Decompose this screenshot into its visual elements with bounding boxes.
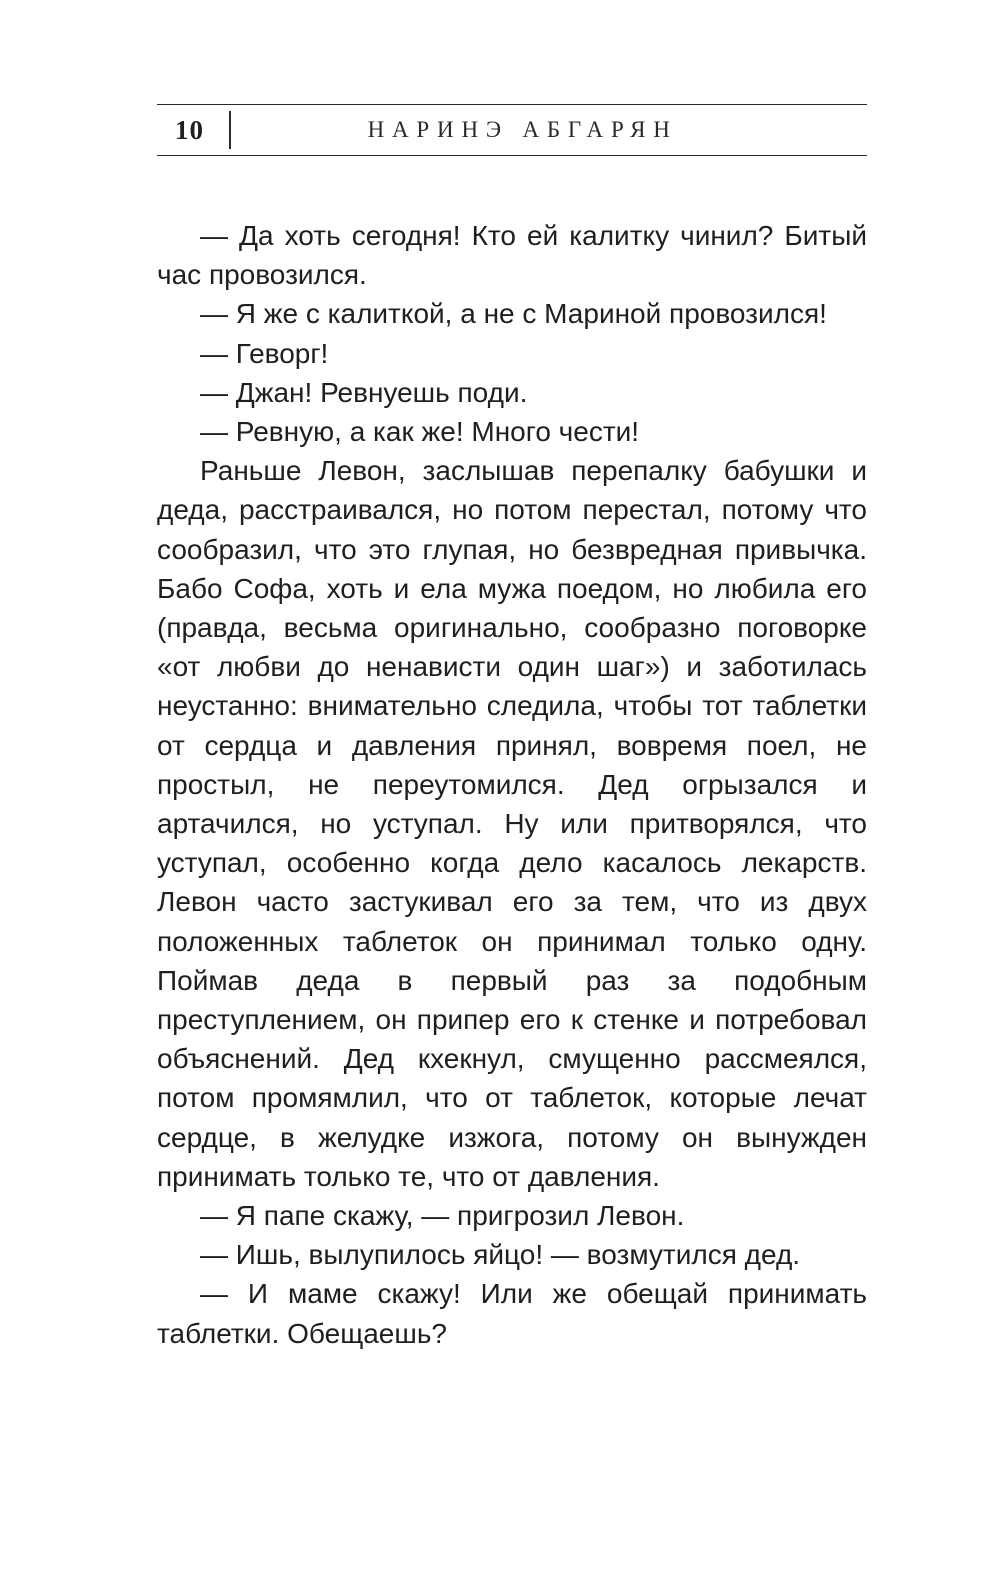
paragraph: Раньше Левон, заслышав перепалку бабушки и деда, расстраивался, но потом перестал, потому что сообразил, что это глупая, но безвредная привычка. Бабо Софа, хоть и ела мужа поедом, но любила его (правда, весьма оригинально, сообразно поговорке «от любви до ненависти один шаг») и заботилась неустанно: внимательно следила, чтобы тот таблетки от сердца и давления принял, вовремя поел, не простыл, не переутомился. Дед огрызался и артачился, но уступал. Ну или притворялся, что уступал, особенно когда дело касалось лекарств. Левон часто застукивал его за тем, что из двух положенных таблеток он принимал только одну. Поймав деда в первый раз за подобным преступлением, он припер его к стенке и потребовал объяснений. Дед кхекнул, смущенно рассмеялся, потом промямлил, что от таблеток, которые лечат сердце, в желудке изжога, потому он вынужден принимать только те, что от давления. (157, 455, 867, 1192)
paragraph: — Геворг! (200, 337, 329, 369)
author-name: НАРИНЭ АБГАРЯН (367, 117, 678, 142)
paragraph: — И маме скажу! Или же обещай принимать таблетки. Обещаешь? (157, 1278, 867, 1349)
running-header (157, 104, 867, 156)
paragraph: — Я папе скажу, — пригрозил Левон. (200, 1200, 685, 1232)
page-number: 10 (175, 114, 204, 145)
paragraph: — Джан! Ревнуешь поди. (200, 376, 528, 408)
paragraph: — Я же с калиткой, а не с Мариной провозился! (200, 298, 827, 330)
paragraph: — Ишь, вылупилось яйцо! — возмутился дед. (200, 1239, 801, 1271)
body-text (157, 216, 867, 1353)
paragraph: — Да хоть сегодня! Кто ей калитку чинил? Битый час провозился. (157, 220, 867, 291)
paragraph: — Ревную, а как же! Много чести! (200, 416, 640, 448)
